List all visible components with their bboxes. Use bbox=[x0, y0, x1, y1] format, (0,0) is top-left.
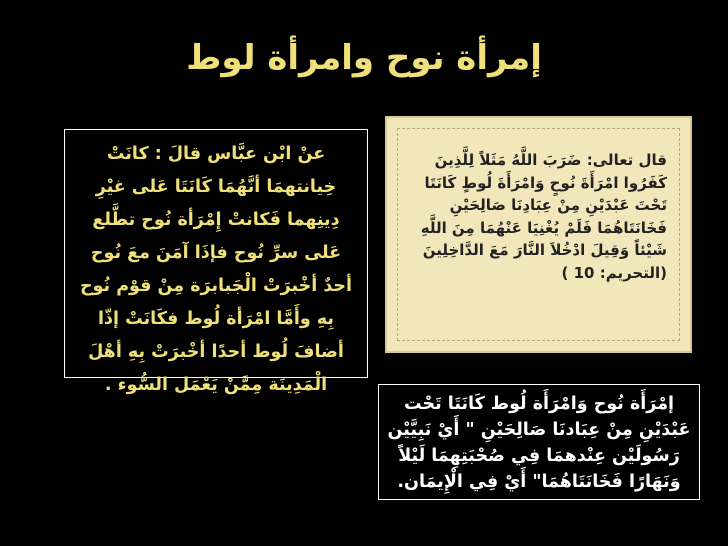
quran-verse-text: قال تعالى: ضَرَبَ اللَّهُ مَثَلاً لِلَّذِينَ كَفَرُوا امْرَأَةَ نُوحٍ وَامْرَأَةَ لُوطٍ كَانَتَا تَحْتَ عَبْدَيْنِ مِنْ عِبَادِنَا صَالِحَيْنِ فَخَانَتَاهُمَا فَلَمْ يُغْنِيَا عَنْهُمَا مِنَ اللَّهِ شَيْئاً وَقِيلَ ادْخُلاَ النَّارَ مَعَ الدَّاخِلِينَ (التحريم: 10 ) bbox=[420, 151, 667, 282]
hadith-text: عنْ ابْن عبَّاس قالَ : كانَتْ خِيانتهمَا أنَّهُمَا كَانَتَا عَلى غيْرِ دِينِهما فَكانتْ إِمْرَأة نُوح تطَّلع عَلى سرِّ نُوح فإذَا آمَنَ معَ نُوح أحدٌ أخْبرَتْ الْجَبابرَة مِنْ قوْم نُوح بِهِ وأَمَّا امْرَأة لُوط فكَانَتْ إذّا أضافَ لُوط أحدًا أخْبرَتْ بِهِ أهْلَ الْمَدِينَة مِمَّنْ يَعْمَل السُّوء . bbox=[79, 144, 353, 395]
quran-verse-box bbox=[385, 116, 692, 353]
slide-title: إمرأة نوح وامرأة لوط bbox=[186, 38, 542, 78]
hadith-box bbox=[64, 129, 368, 395]
verse-frame bbox=[397, 128, 680, 341]
explanation-box bbox=[378, 384, 700, 500]
explanation-text: إمْرَأَة نُوح وَامْرَأَة لُوط كَانَتَا تَحْت عَبْدَيْنِ مِنْ عِبَادنَا صَالِحَيْنِ " أَيْ نَبِيَّيْن رَسُولَيْن عِنْدهمَا فِي صُحْبَتِهِمَا لَيْلاً وَنَهَارًا فَخَانَتَاهُمَا" أَيْ فِي الْإِيمَان. bbox=[387, 394, 691, 492]
